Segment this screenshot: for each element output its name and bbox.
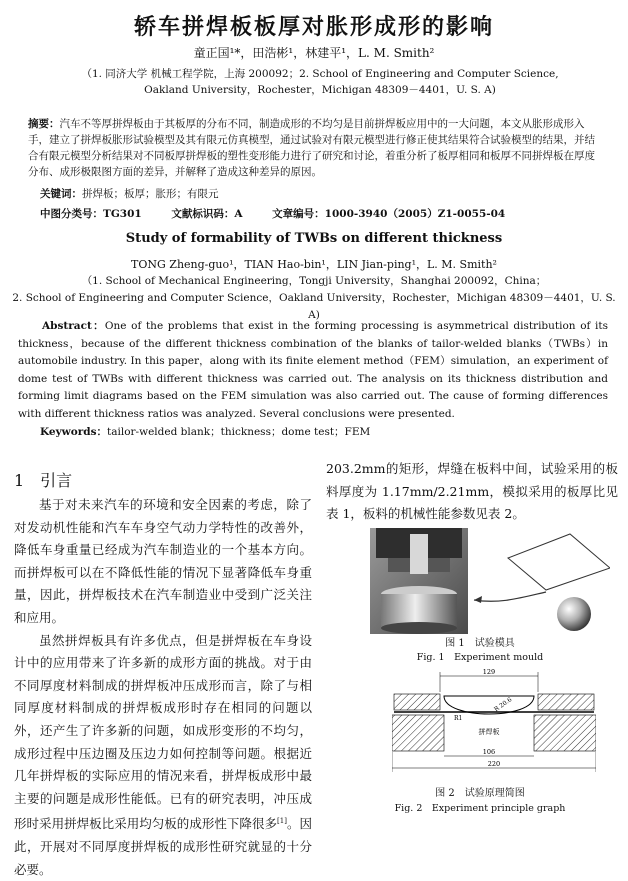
affiliation-en — [10, 273, 618, 324]
dim-top-label: 129 — [482, 668, 496, 676]
keywords-en-text: tailor-welded blank；thickness；dome test；FEM — [107, 426, 371, 438]
figure-2-caption-en: Fig. 2 Experiment principle graph — [394, 803, 566, 814]
affiliation-cn-line2: Oakland University，Rochester，Michigan 48309－4401，U. S. A) — [144, 84, 496, 96]
intro-paragraph-2-end: 。因此，开展对不同厚度拼焊板的成形性研究就显的十分必要。 — [14, 816, 312, 877]
affiliation-en-line2: 2. School of Engineering and Computer Science，Oakland University，Rochester，Michigan 48309－4401，U. S. A) — [12, 292, 616, 321]
abstract-en — [18, 318, 608, 424]
figure-2-caption-cn: 图 2 试验原理简图 — [435, 788, 525, 799]
article-number: 文章编号：1000-3940（2005）Z1-0055-04 — [272, 208, 506, 220]
intro-paragraph-2-text: 虽然拼焊板具有许多优点，但是拼焊板在车身设计中的应用带来了许多新的成形方面的挑战。对于由不同厚度材料制成的拼焊板冲压成形而言，除了与相同厚度材料制成的拼焊板成形时存在相同的问题以外，还产生了许多新的问题，如成形变形的不均匀，成形过程中压边圈及压边力如何控制等问题。根据近几年拼焊板的实际应用的情况来看，拼焊板成形中最主要的问题是成形性能低。已有的研究表明，冲压成形时采用拼焊板比采用均匀板的成形性下降很多 — [14, 632, 312, 832]
figure-1-caption-en: Fig. 1 Experiment mould — [416, 652, 544, 663]
figure-1 — [370, 528, 610, 634]
abstract-cn — [28, 116, 602, 180]
paper-title-cn: 轿车拼焊板板厚对胀形成形的影响 — [133, 14, 494, 40]
keywords-cn — [40, 186, 219, 201]
principle-diagram — [392, 668, 596, 778]
abstract-en-label: Abstract： — [42, 320, 105, 332]
authors-en: TONG Zheng-guo¹，TIAN Hao-bin¹，LIN Jian-ping¹，L. M. Smith² — [131, 258, 497, 271]
radius-small-label: R1 — [454, 715, 463, 722]
abstract-cn-label: 摘要： — [28, 118, 60, 130]
keywords-cn-text: 拼焊板；板厚；胀形；有限元 — [82, 188, 219, 200]
experiment-mould-image — [370, 528, 610, 634]
blank-label: 拼焊板 — [478, 728, 500, 736]
figure-1-caption-cn: 图 1 试验模具 — [445, 638, 515, 649]
authors-cn: 童正国¹*，田浩彬¹，林建平¹，L. M. Smith² — [193, 46, 435, 60]
document-code: 文献标识码：A — [171, 208, 243, 220]
intro-paragraph-2 — [14, 630, 312, 881]
affiliation-cn-line1: （1. 同济大学 机械工程学院，上海 200092；2. School of Engineering and Computer Science, — [81, 68, 559, 80]
clc-number: 中图分类号：TG301 — [40, 208, 142, 220]
right-paragraph: 203.2mm的矩形，焊缝在板料中间，试验采用的板料厚度为 1.17mm/2.21mm，模拟采用的板厚比见表 1，板料的机械性能参数见表 2。 — [326, 461, 618, 522]
radius-label: R 20.6 — [493, 696, 514, 714]
affiliation-cn — [40, 66, 600, 98]
paper-title-en: Study of formability of TWBs on different thickness — [125, 231, 503, 246]
right-column — [326, 458, 618, 526]
keywords-cn-label: 关键词： — [40, 188, 82, 200]
affiliation-en-line1: （1. School of Mechanical Engineering，Tongji University，Shanghai 200092，China； — [81, 275, 547, 287]
dim-220-label: 220 — [487, 760, 501, 768]
keywords-en — [40, 424, 370, 439]
section-heading: 1 引言 — [14, 471, 73, 490]
intro-paragraph-1: 基于对未来汽车的环境和安全因素的考虑，除了对发动机性能和汽车车身空气动力学特性的改善外，降低车身重量已经成为汽车制造业的一个基本方向。而拼焊板可以在不降低性能的情况下显著降低车身重量，因此，拼焊板技术在汽车制造业中受到广泛关注和应用。 — [14, 497, 312, 625]
abstract-cn-text: 汽车不等厚拼焊板由于其板厚的分布不同，制造成形的不均匀是目前拼焊板应用中的一大问题，本文从胀形成形入手，建立了拼焊板胀形试验模型及其有限元仿真模型，通过试验对有限元模型进行修正使其结果符合试验模型的结果，并结合有限元模型分析结果对不同板厚拼焊板的塑性变形能力进行了研究和讨论，着重分析了板厚相同和板厚不同拼焊板在厚度分布、成形极限图方面的差异，并解释了造成这种差异的原因。 — [28, 118, 595, 178]
classification-line — [40, 206, 531, 221]
abstract-en-text: One of the problems that exist in the forming processing is asymmetrical distribution of its thickness，because of the different thickness combination of the blanks of tailor-welded blanks（TWBs）in automobile industry. In this paper，along with its finite element method（FEM）simulation，an experiment of dome test of TWBs with different thickness was carried out. The analysis on its thickness distribution and forming limit diagrams based on the FEM simulation was also carried out. The cause of forming differences with different thickness ratios was analyzed. Several conclusions were presented. — [18, 320, 608, 420]
citation-ref: [1] — [277, 817, 287, 826]
dim-106-label: 106 — [482, 748, 496, 756]
left-column — [14, 494, 312, 881]
keywords-en-label: Keywords： — [40, 426, 108, 438]
figure-2 — [392, 668, 596, 778]
